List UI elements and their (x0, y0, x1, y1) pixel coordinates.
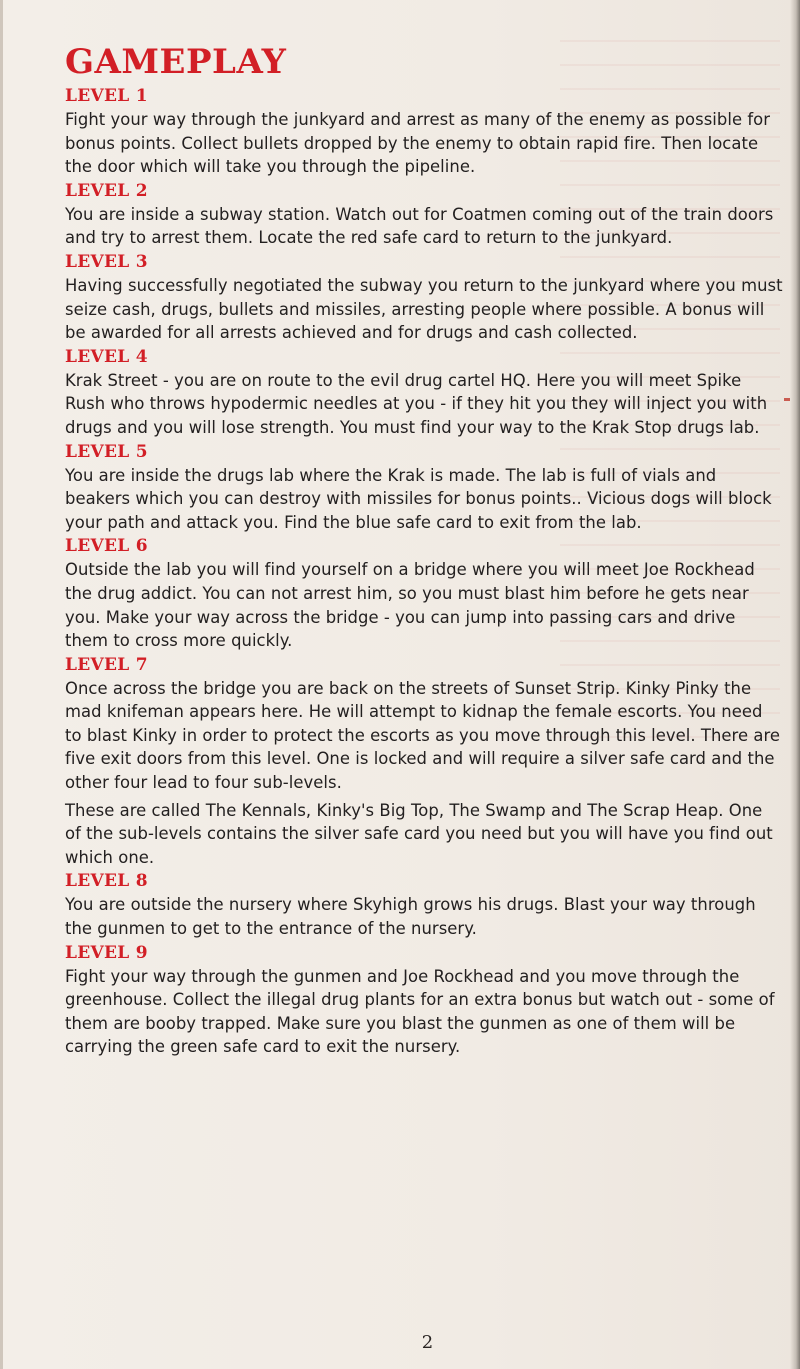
level-description: Having successfully negotiated the subway you return to the junkyard where you must seize cash, drugs, bullets and missiles, arresting people where possible. A bonus will be awarded for all arrests achieved and for drugs and cash collected. (65, 275, 783, 343)
level-description: Fight your way through the gunmen and Joe Rockhead and you move through the greenhouse. Collect the illegal drug plants for an extra bonus but watch out - some of them are booby trapped. Make sure you blast the gunmen as one of them will be carrying the green safe card to exit the nursery. (65, 966, 775, 1057)
level-section (65, 84, 783, 179)
page-title: GAMEPLAY (65, 42, 287, 82)
level-section (65, 345, 783, 440)
level-heading: LEVEL 6 (65, 536, 148, 557)
level-heading: LEVEL 1 (65, 86, 148, 106)
level-heading: LEVEL 8 (65, 871, 148, 892)
level-section (65, 653, 783, 870)
level-section (65, 250, 783, 345)
level-description: Outside the lab you will find yourself on a bridge where you will meet Joe Rockhead the drug addict. You can not arrest him, so you must blast him before he gets near you. Make your way across the bridge - you can jump into passing cars and drive them to cross more quickly. (65, 560, 755, 651)
page-content (65, 40, 783, 1059)
level-description: Once across the bridge you are back on the streets of Sunset Strip. Kinky Pinky the mad knifeman appears here. He will attempt to kidnap the female escorts. You need to blast Kinky in order to protect the escorts as you move through this level. There are five exit doors from this level. One is locked and will require a silver safe card and the other four lead to four sub-levels. (65, 678, 781, 793)
level-heading: LEVEL 9 (65, 942, 148, 963)
level-section (65, 179, 783, 250)
level-section (65, 869, 783, 940)
level-description: You are outside the nursery where Skyhigh grows his drugs. Blast your way through the gunmen to get to the entrance of the nursery. (65, 895, 756, 939)
page-left-edge (0, 0, 3, 1369)
level-heading: LEVEL 3 (65, 251, 148, 272)
level-heading: LEVEL 5 (65, 441, 148, 462)
level-section (65, 534, 783, 652)
level-heading: LEVEL 7 (65, 654, 148, 675)
level-section (65, 941, 783, 1059)
print-mark (784, 398, 790, 401)
level-description: You are inside the drugs lab where the Krak is made. The lab is full of vials and beakers which you can destroy with missiles for bonus points.. Vicious dogs will block your path and attack you. Find the blue safe card to exit from the lab. (65, 465, 772, 532)
level-heading: LEVEL 2 (65, 180, 148, 201)
level-heading: LEVEL 4 (65, 346, 148, 367)
level-description: Krak Street - you are on route to the evil drug cartel HQ. Here you will meet Spike Rush who throws hypodermic needles at you - if they hit you they will inject you with drugs and you will lose strength. You must find your way to the Krak Stop drugs lab. (65, 370, 768, 437)
level-section (65, 440, 783, 535)
level-description: You are inside a subway station. Watch out for Coatmen coming out of the train doors and try to arrest them. Locate the red safe card to return to the junkyard. (65, 204, 774, 248)
page-binding-shadow (790, 0, 800, 1369)
page-number: 2 (421, 1332, 434, 1353)
level-description: These are called The Kennals, Kinky's Big Top, The Swamp and The Scrap Heap. One of the sub-levels contains the silver safe card you need but you will have you find out which one. (65, 800, 773, 867)
level-description: Fight your way through the junkyard and arrest as many of the enemy as possible for bonus points. Collect bullets dropped by the enemy to obtain rapid fire. Then locate the door which will take you through the pipeline. (65, 110, 771, 177)
